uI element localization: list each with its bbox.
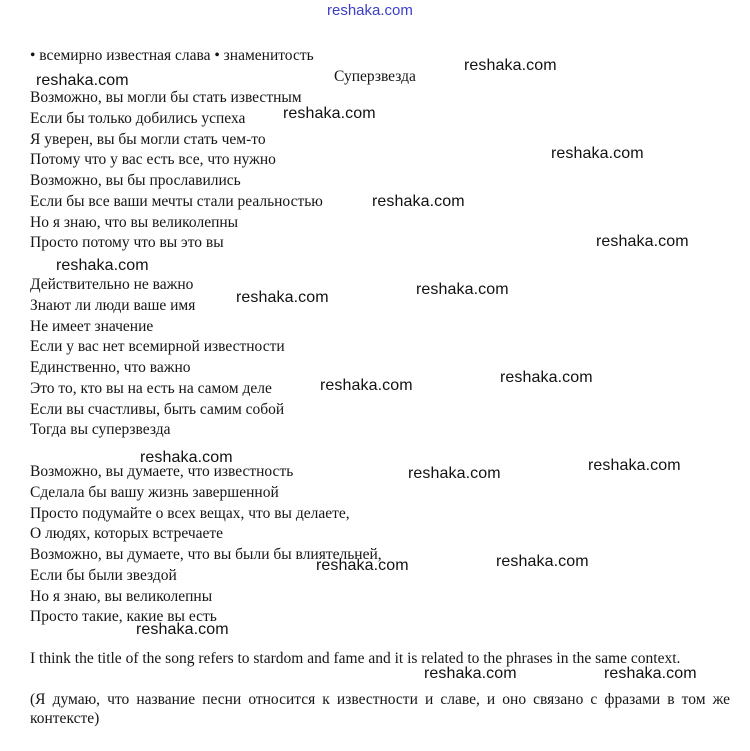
watermark: reshaka.com: [320, 377, 413, 394]
verse3-line: Если бы были звездой: [30, 567, 177, 584]
watermark: reshaka.com: [408, 465, 501, 482]
answer-english: I think the title of the song refers to stardom and fame and it is related to the phrases in the same context.: [30, 650, 681, 667]
song-title: Суперзвезда: [334, 68, 416, 85]
watermark: reshaka.com: [56, 257, 149, 274]
verse3-line: Возможно, вы думаете, что известность: [30, 463, 294, 480]
header-line: • всемирно известная слава • знаменитость: [30, 47, 314, 64]
watermark: reshaka.com: [596, 233, 689, 250]
verse2-line: Это то, кто вы на есть на самом деле: [30, 380, 272, 397]
watermark: reshaka.com: [424, 665, 517, 682]
watermark: reshaka.com: [283, 105, 376, 122]
watermark: reshaka.com: [236, 289, 329, 306]
verse1-line: Потому что у вас есть все, что нужно: [30, 151, 276, 168]
watermark: reshaka.com: [372, 193, 465, 210]
watermark: reshaka.com: [316, 557, 409, 574]
verse3-line: Возможно, вы думаете, что вы были бы влиятельней,: [30, 546, 382, 563]
verse1-line: Если бы только добились успеха: [30, 110, 246, 127]
watermark: reshaka.com: [136, 621, 229, 638]
watermark: reshaka.com: [551, 145, 644, 162]
watermark: reshaka.com: [464, 57, 557, 74]
answer-russian: (Я думаю, что название песни относится к известности и славе, и оно связано с фразами в том же контексте): [30, 691, 730, 727]
watermark: reshaka.com: [500, 369, 593, 386]
watermark: reshaka.com: [416, 281, 509, 298]
verse1-line: Если бы все ваши мечты стали реальностью: [30, 193, 323, 210]
verse2-line: Действительно не важно: [30, 276, 194, 293]
watermark: reshaka.com: [36, 72, 129, 89]
verse2-line: Знают ли люди ваше имя: [30, 297, 196, 314]
watermark: reshaka.com: [140, 449, 233, 466]
verse3-line: Просто подумайте о всех вещах, что вы делаете,: [30, 505, 350, 522]
verse1-line: Возможно, вы бы прославились: [30, 172, 241, 189]
verse2-line: Если вы счастливы, быть самим собой: [30, 401, 285, 418]
watermark: reshaka.com: [496, 553, 589, 570]
verse1-line: Просто потому что вы это вы: [30, 234, 224, 251]
verse2-line: Если у вас нет всемирной известности: [30, 338, 285, 355]
verse2-line: Не имеет значение: [30, 318, 154, 335]
verse2-line: Тогда вы суперзвезда: [30, 421, 171, 438]
verse1-line: Но я знаю, что вы великолепны: [30, 214, 239, 231]
watermark: reshaka.com: [588, 457, 681, 474]
verse1-line: Возможно, вы могли бы стать известным: [30, 89, 302, 106]
header-watermark[interactable]: reshaka.com: [327, 2, 413, 19]
verse2-line: Единственно, что важно: [30, 359, 191, 376]
verse3-line: Сделала бы вашу жизнь завершенной: [30, 484, 279, 501]
watermark: reshaka.com: [604, 665, 697, 682]
verse1-line: Я уверен, вы бы могли стать чем-то: [30, 131, 266, 148]
verse3-line: Но я знаю, вы великолепны: [30, 588, 213, 605]
verse3-line: Просто такие, какие вы есть: [30, 608, 217, 625]
verse3-line: О людях, которых встречаете: [30, 525, 224, 542]
